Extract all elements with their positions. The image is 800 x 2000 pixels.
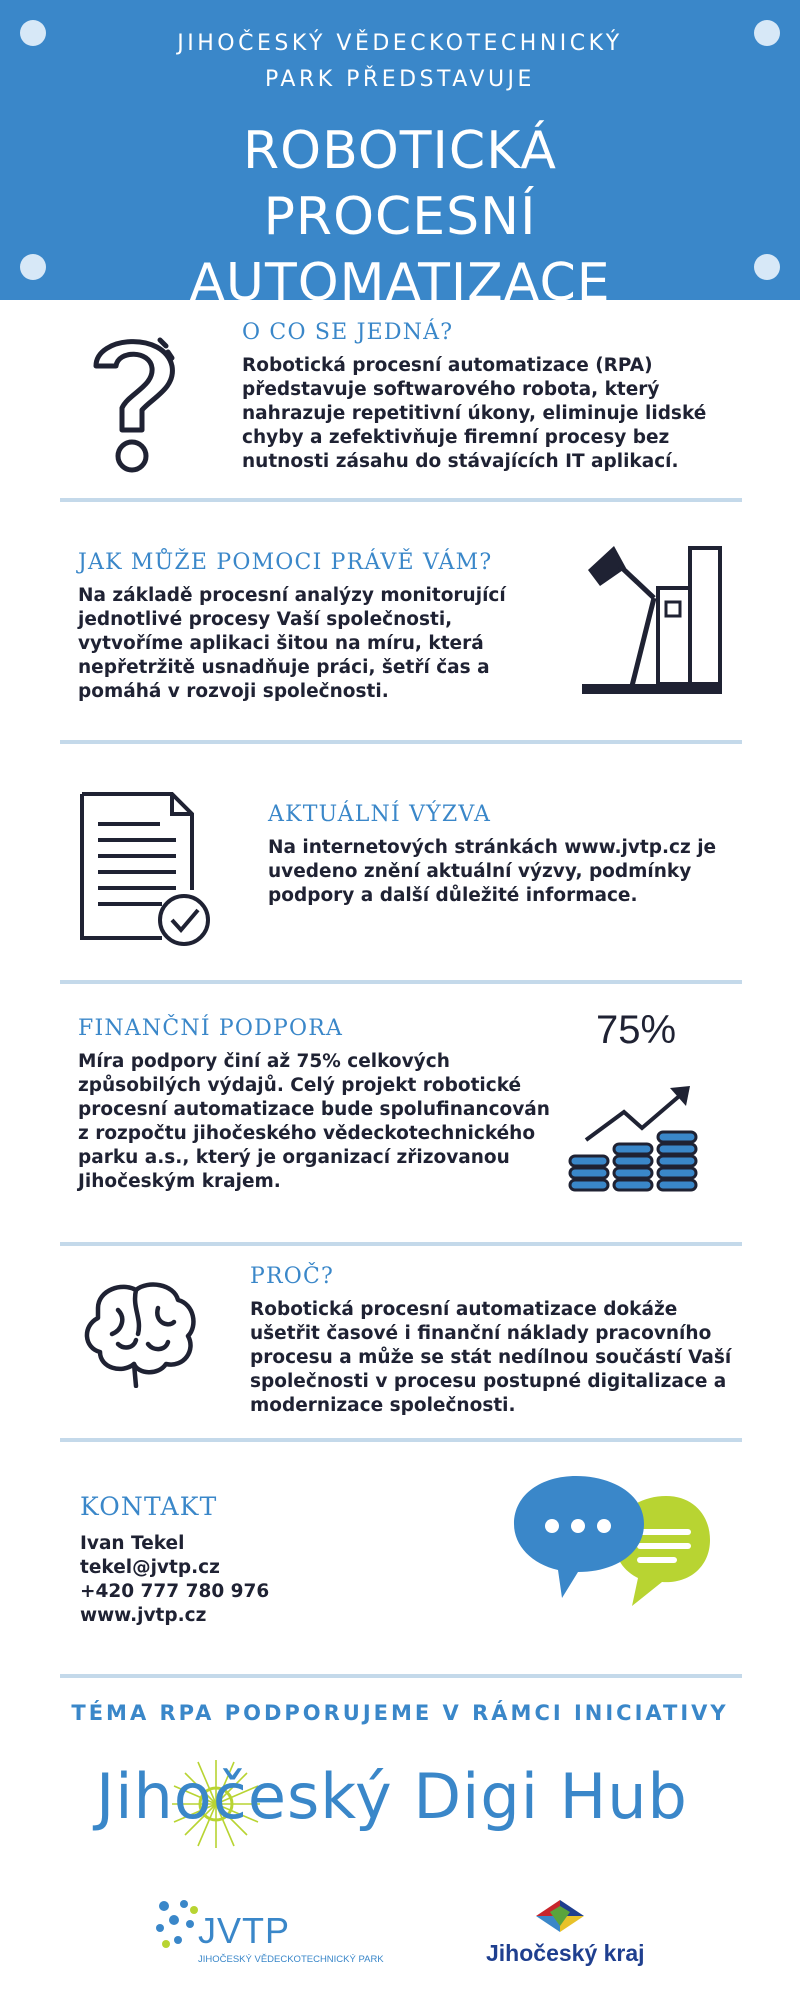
divider [60,1674,742,1678]
section-body: Míra podpory činí až 75% celkových způsobilých výdajů. Celý projekt robotické procesní automatizace bude spolufinancován z rozpočtu jihočeského vědeckotechnického parku a.s., který je organizací zřizovanou Jihočeským krajem. [78,1051,550,1192]
digi-hub-logo: Jihočeský Digi Hub [96,1760,688,1833]
section-body: Robotická procesní automatizace dokáže ušetřit časové i finanční náklady pracovního procesu a může se stát nedílnou součástí Vaší společnosti v procesu postupné digitalizace a modernizace společnosti. [250,1299,732,1416]
jihocesky-kraj-emblem-icon [532,1896,588,1936]
divider [60,498,742,502]
jvtp-logo: JVTP [198,1910,291,1951]
divider [60,1438,742,1442]
support-percentage: 75% [596,1008,677,1052]
initiative-text: TÉMA RPA PODPORUJEME V RÁMCI INICIATIVY [71,1701,729,1725]
contact-email[interactable]: tekel@jvtp.cz [80,1557,220,1578]
desk-lamp-books-icon [580,540,730,700]
section-heading: KONTAKT [80,1492,218,1521]
section-body: Na internetových stránkách www.jvtp.cz je uvedeno znění aktuální výzvy, podmínky podpory a další důležité informace. [268,837,717,906]
section-heading: FINANČNÍ PODPORA [78,1016,344,1041]
divider [60,740,742,744]
jihocesky-kraj-logo: Jihočeský kraj [486,1940,645,1966]
contact-phone[interactable]: +420 777 780 976 [80,1581,270,1602]
chat-bubbles-icon [510,1474,710,1624]
section-heading: AKTUÁLNÍ VÝZVA [268,802,492,827]
coin-stacks-growth-icon [566,1076,716,1206]
section-heading: JAK MŮŽE POMOCI PRÁVĚ VÁM? [78,550,493,575]
section-heading: O CO SE JEDNÁ? [242,320,454,345]
jvtp-logo-mark-icon [154,1898,200,1952]
document-check-icon [78,790,213,950]
jvtp-logo-subtitle: JIHOČESKÝ VĚDECKOTECHNICKÝ PARK [198,1954,384,1965]
question-mark-icon [84,326,184,486]
contact-web[interactable]: www.jvtp.cz [80,1605,207,1626]
brain-icon [78,1278,200,1388]
divider [60,1242,742,1246]
header-kicker: JIHOČESKÝ VĚDECKOTECHNICKÝ PARK PŘEDSTAVUJE [177,31,623,92]
section-body: Na základě procesní analýzy monitorující jednotlivé procesy Vaší společnosti, vytvoříme aplikaci šitou na míru, která nepřetržitě usnadňuje práci, šetří čas a pomáhá v rozvoji společnosti. [78,585,506,702]
divider [60,980,742,984]
section-heading: PROČ? [250,1264,335,1289]
section-body: Robotická procesní automatizace (RPA) představuje softwarového robota, který nahrazuje repetitivní úkony, eliminuje lidské chyby a zefektivňuje firemní procesy bez nutnosti zásahu do stávajících IT aplikací. [242,355,707,472]
contact-name: Ivan Tekel [80,1533,185,1554]
page-title: ROBOTICKÁ PROCESNÍ AUTOMATIZACE [189,121,611,313]
